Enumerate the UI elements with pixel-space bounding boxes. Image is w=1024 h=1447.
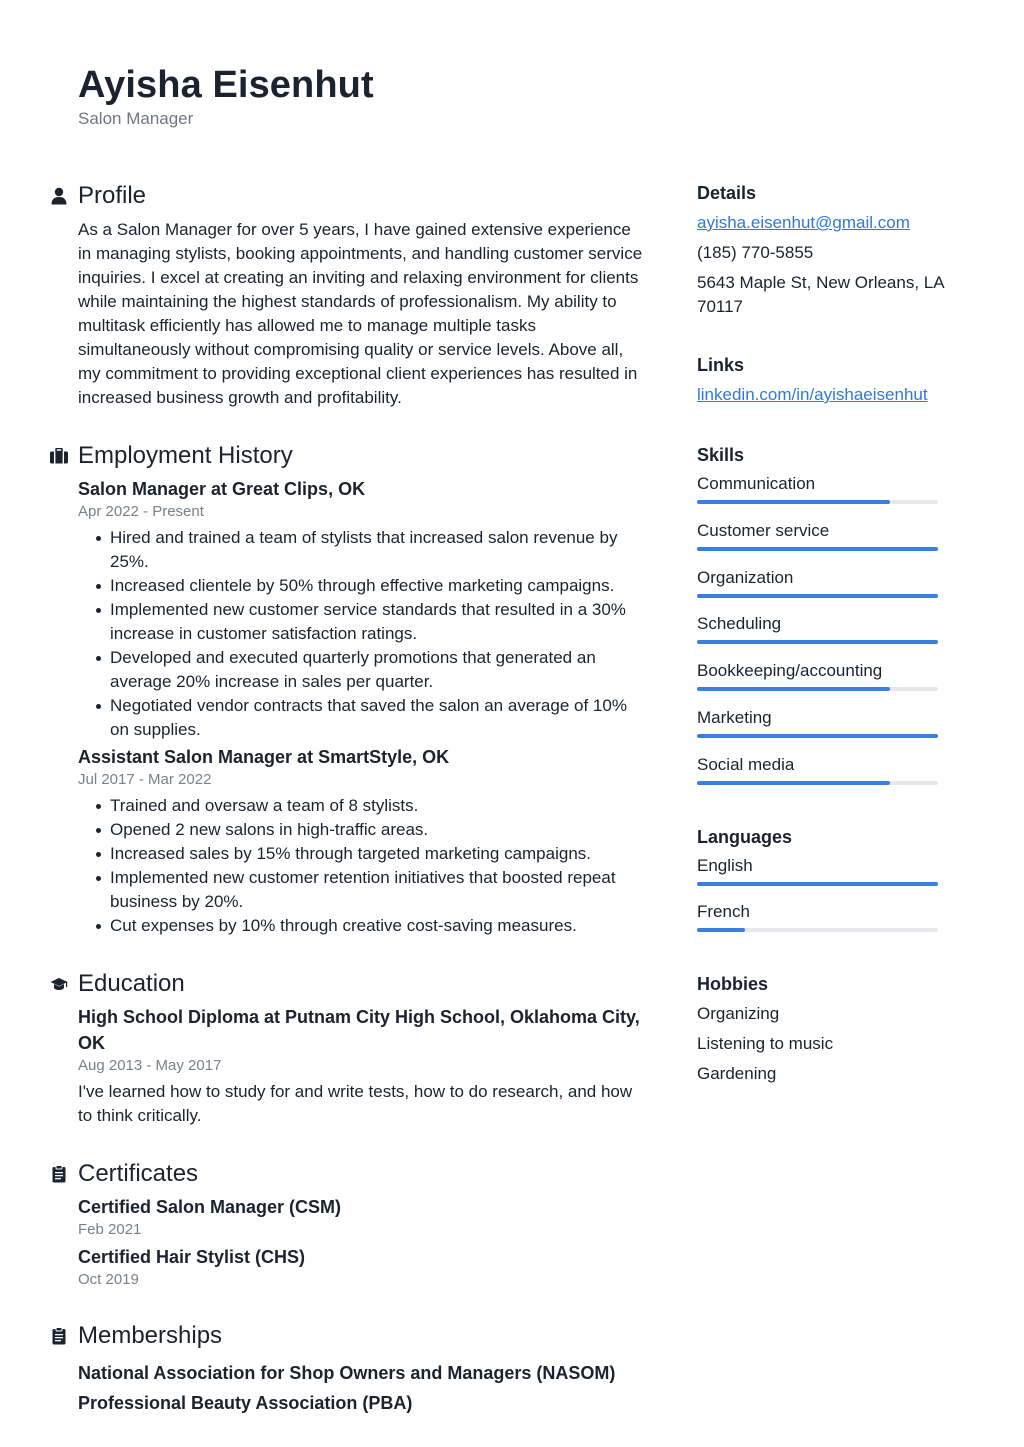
resume-header [78, 62, 374, 130]
email-link[interactable]: ayisha.eisenhut@gmail.com [697, 213, 910, 232]
education-title: High School Diploma at Putnam City High School, Oklahoma City, OK [78, 1007, 640, 1053]
skill-item [697, 470, 947, 517]
hobby-item: Listening to music [697, 1034, 834, 1054]
skill-item [697, 704, 947, 751]
details-block [697, 178, 947, 316]
hobby-item: Gardening [697, 1064, 777, 1084]
skill-level-track [697, 500, 938, 504]
certificate-entry [78, 1244, 646, 1290]
language-level-fill [697, 928, 745, 932]
section-title-memberships: Memberships [78, 1322, 223, 1349]
graduation-cap-icon [50, 975, 68, 993]
membership-title: National Association for Shop Owners and Managers (NASOM) [78, 1363, 616, 1383]
languages-heading: Languages [697, 826, 793, 847]
memberships-heading-row [46, 1318, 646, 1354]
sidebar-column [697, 178, 947, 1115]
skill-level-track [697, 781, 938, 785]
person-icon [50, 187, 68, 205]
skill-level-fill [697, 734, 938, 738]
skill-level-fill [697, 781, 890, 785]
certificates-body [78, 1194, 646, 1290]
job-date: Apr 2022 - Present [78, 503, 204, 520]
language-level-track [697, 882, 938, 886]
certificates-heading-row [46, 1156, 646, 1192]
skill-item [697, 751, 947, 798]
skill-item [697, 657, 947, 704]
skill-level-fill [697, 687, 890, 691]
language-label: French [697, 902, 750, 922]
language-item [697, 852, 947, 899]
links-block [697, 350, 947, 410]
skill-level-fill [697, 500, 890, 504]
job-entry [78, 744, 646, 938]
profile-heading-row [46, 178, 646, 214]
languages-list [697, 852, 947, 946]
bullet-item: Increased clientele by 50% through effective marketing campaigns. [96, 574, 646, 598]
bullet-item: Opened 2 new salons in high-traffic areas. [96, 818, 646, 842]
address-line: 5643 Maple St, New Orleans, LA [697, 273, 945, 292]
skill-level-track [697, 734, 938, 738]
skill-label: Bookkeeping/accounting [697, 661, 883, 681]
skill-level-fill [697, 547, 938, 551]
bullet-item: Cut expenses by 10% through creative cost-saving measures. [96, 914, 646, 938]
language-level-track [697, 928, 938, 932]
job-bullets [78, 794, 646, 938]
hobbies-block [697, 969, 947, 1089]
education-section [46, 966, 646, 1128]
memberships-section [46, 1318, 646, 1418]
skill-item [697, 517, 947, 564]
skill-label: Social media [697, 754, 795, 774]
bullet-item: Implemented new customer retention initiatives that boosted repeat business by 20%. [96, 866, 646, 914]
candidate-name: Ayisha Eisenhut [78, 64, 374, 106]
hobbies-heading: Hobbies [697, 974, 769, 995]
skill-item [697, 564, 947, 611]
certificate-entry [78, 1194, 646, 1240]
linkedin-link[interactable]: linkedin.com/in/ayishaeisenhut [697, 385, 928, 404]
certificate-date: Oct 2019 [78, 1271, 139, 1288]
clipboard-icon [50, 1165, 68, 1183]
section-title-certificates: Certificates [78, 1160, 199, 1187]
language-label: English [697, 855, 753, 875]
profile-section [46, 178, 646, 410]
main-column [46, 178, 646, 1444]
briefcase-icon [50, 447, 68, 465]
job-title: Salon Manager at Great Clips, OK [78, 479, 366, 499]
profile-summary: As a Salon Manager for over 5 years, I have gained extensive experience in managing stylists, booking appointments, and handling customer service inquiries. I excel at creating an inviting and relaxing environment for clients while maintaining the highest standards of professionalism. My ability to multitask efficiently has allowed me to manage multiple tasks simultaneously without compromising quality or service levels. Above all, my commitment to providing exceptional client experiences has resulted in increased business growth and profitability. [78, 220, 643, 407]
bullet-item: Implemented new customer service standards that resulted in a 30% increase in customer satisfaction ratings. [96, 598, 646, 646]
education-date: Aug 2013 - May 2017 [78, 1057, 222, 1074]
section-title-education: Education [78, 970, 185, 997]
job-entry [78, 476, 646, 742]
section-title-profile: Profile [78, 182, 147, 209]
job-title: Assistant Salon Manager at SmartStyle, OK [78, 747, 450, 767]
skill-label: Marketing [697, 707, 772, 727]
job-date: Jul 2017 - Mar 2022 [78, 771, 212, 788]
skills-list [697, 470, 947, 798]
skill-label: Communication [697, 474, 816, 493]
skills-heading: Skills [697, 445, 745, 465]
phone-number: (185) 770-5855 [697, 243, 814, 262]
job-bullets [78, 526, 646, 742]
certificates-section [46, 1156, 646, 1290]
language-item [697, 898, 947, 945]
profile-body [78, 218, 646, 410]
skills-block [697, 440, 947, 798]
skill-level-track [697, 547, 938, 551]
skill-label: Scheduling [697, 614, 782, 634]
section-title-employment: Employment History [78, 442, 293, 469]
employment-section [46, 438, 646, 938]
education-body [78, 1004, 646, 1128]
bullet-item: Trained and oversaw a team of 8 stylists. [96, 794, 646, 818]
education-entry [78, 1004, 646, 1128]
certificate-title: Certified Hair Stylist (CHS) [78, 1247, 306, 1267]
hobby-item: Organizing [697, 1004, 780, 1024]
bullet-item: Negotiated vendor contracts that saved the salon an average of 10% on supplies. [96, 694, 646, 742]
education-heading-row [46, 966, 646, 1002]
skill-level-track [697, 640, 938, 644]
details-heading: Details [697, 183, 757, 203]
employment-body [78, 476, 646, 938]
languages-block [697, 822, 947, 946]
skill-label: Customer service [697, 520, 830, 540]
skill-level-fill [697, 594, 938, 598]
bullet-item: Increased sales by 15% through targeted marketing campaigns. [96, 842, 646, 866]
clipboard-icon [50, 1327, 68, 1345]
address-zip: 70117 [697, 297, 744, 316]
membership-title: Professional Beauty Association (PBA) [78, 1393, 413, 1413]
skill-level-track [697, 594, 938, 598]
bullet-item: Hired and trained a team of stylists that increased salon revenue by 25%. [96, 526, 646, 574]
skill-item [697, 610, 947, 657]
skill-level-track [697, 687, 938, 691]
certificate-title: Certified Salon Manager (CSM) [78, 1197, 342, 1217]
employment-heading-row [46, 438, 646, 474]
education-description: I've learned how to study for and write tests, how to do research, and how to think critically. [78, 1082, 633, 1125]
certificate-date: Feb 2021 [78, 1221, 142, 1238]
links-heading: Links [697, 355, 745, 375]
memberships-body [78, 1358, 646, 1418]
bullet-item: Developed and executed quarterly promotions that generated an average 20% increase in sales per quarter. [96, 646, 646, 694]
language-level-fill [697, 882, 938, 886]
skill-label: Organization [697, 567, 794, 587]
skill-level-fill [697, 640, 938, 644]
candidate-title: Salon Manager [78, 109, 194, 128]
